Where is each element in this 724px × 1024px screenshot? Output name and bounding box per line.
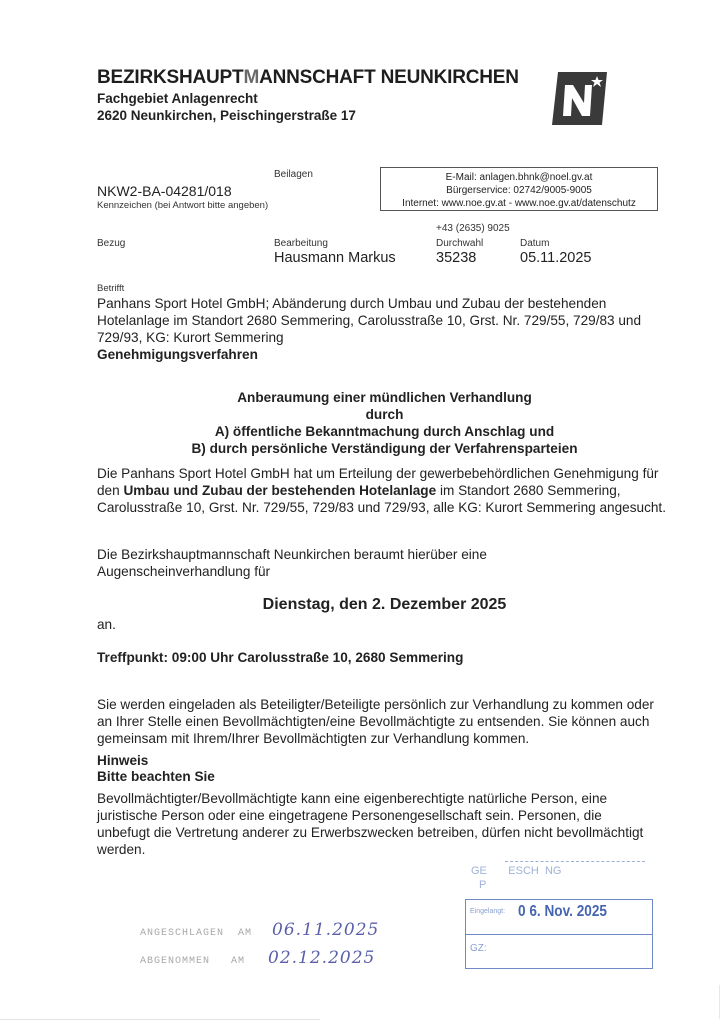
file-number: NKW2-BA-04281/018: [97, 183, 232, 199]
representative-paragraph: Bevollmächtigter/Bevollmächtigte kann eine eigenberechtigte natürliche Person, eine juristische Person oder eine eingetragene Personengesellschaft sein. Personen, die unbefugt die Vertretung anderer zu Erwerbszwecken betreiben, dürfen nicht bevollmächtigt werden.: [97, 791, 644, 857]
receipt-stamp: [465, 857, 655, 969]
bezug-label: Bezug: [97, 238, 126, 249]
durchwahl-value: 35238: [436, 250, 477, 266]
authority-title-part1: BEZIRKSHAUPT: [97, 67, 244, 88]
contact-internet: Internet: www.noe.gv.at - www.noe.gv.at/datenschutz: [402, 198, 636, 209]
application-text-start: Die Panhans Sport Hotel GmbH hat um Erteilung der gewerbebehördlichen Genehmigung für den: [97, 466, 659, 498]
stamp-faint-p: P: [479, 879, 487, 891]
application-text-end: im Standort 2680 Semmering, Carolusstraße 10, Grst. Nr. 729/55, 729/83 und 729/93, alle KG: Kurort Semmering angesucht.: [97, 483, 666, 515]
page-edge-bottom: [0, 1019, 320, 1020]
hearing-date: Dienstag, den 2. Dezember 2025: [262, 596, 507, 613]
posted-date: 06.11.2025: [272, 920, 380, 940]
removed-date: 02.12.2025: [268, 948, 376, 968]
received-label: Eingelangt:: [470, 908, 506, 915]
subject-text: [97, 295, 677, 363]
application-project: Umbau und Zubau der bestehenden Hotelanlage: [123, 483, 437, 498]
page-edge-right: [719, 985, 720, 1019]
contact-email: E-Mail: anlagen.bhnk@noel.gv.at: [445, 172, 593, 183]
authority-title-gray-letter: M: [243, 67, 260, 88]
an-text: an.: [97, 617, 116, 632]
subject-line: 729/93, KG: Kurort Semmering: [97, 330, 284, 345]
application-paragraph: [97, 465, 672, 516]
datum-label: Datum: [520, 238, 550, 249]
scheduling-paragraph: Die Bezirkshauptmannschaft Neunkirchen beraumt hierüber eine Augenscheinverhandlung für: [97, 547, 487, 579]
subject-line: Panhans Sport Hotel GmbH; Abänderung durch Umbau und Zubau der bestehenden: [97, 296, 607, 311]
heading-line: A) öffentliche Bekanntmachung durch Anschlag und: [214, 424, 555, 439]
heading-line: durch: [365, 407, 404, 422]
beilagen-label: Beilagen: [274, 169, 313, 180]
datum-value: 05.11.2025: [520, 250, 592, 266]
posted-label: ANGESCHLAGEN AM: [140, 928, 253, 939]
file-number-hint: Kennzeichen (bei Antwort bitte angeben): [97, 200, 269, 211]
phone-prefix: +43 (2635) 9025: [436, 223, 510, 234]
heading-line: Anberaumung einer mündlichen Verhandlung: [237, 390, 532, 405]
hint-subtitle: Bitte beachten Sie: [97, 769, 215, 784]
subject-label: Betrifft: [97, 283, 125, 294]
heading-line: B) durch persönliche Verständigung der Verfahrensparteien: [191, 441, 578, 456]
procedure-type: Genehmigungsverfahren: [97, 347, 258, 362]
bearbeitung-label: Bearbeitung: [274, 238, 328, 249]
stamp-box: [465, 899, 653, 969]
authority-title-part2: ANNSCHAFT NEUNKIRCHEN: [259, 67, 519, 88]
bearbeitung-value: Hausmann Markus: [274, 250, 396, 266]
contact-box: [380, 167, 658, 211]
authority-title: [97, 67, 519, 89]
document-heading: [97, 389, 672, 457]
contact-service: Bürgerservice: 02742/9005-9005: [446, 185, 592, 196]
department: Fachgebiet Anlagenrecht: [97, 91, 258, 106]
stamp-separator: [466, 934, 652, 935]
meeting-point: Treffpunkt: 09:00 Uhr Carolusstraße 10, 2680 Semmering: [97, 650, 464, 665]
noe-logo-icon: [552, 70, 608, 126]
stamp-divider: [505, 861, 645, 862]
durchwahl-label: Durchwahl: [436, 238, 484, 249]
invitation-paragraph: Sie werden eingeladen als Beteiligter/Beteiligte persönlich zur Verhandlung zu kommen oder an Ihrer Stelle einen Bevollmächtigten/eine Bevollmächtigte zu entsenden. Sie können auch gemeinsam mit Ihrem/Ihrer Bevollmächtigten zur Verhandlung kommen.: [97, 697, 654, 746]
authority-address: 2620 Neunkirchen, Peischingerstraße 17: [97, 108, 356, 123]
subject-line: Hotelanlage im Standort 2680 Semmering, Carolusstraße 10, Grst. Nr. 729/55, 729/83 und: [97, 313, 642, 328]
removed-label: ABGENOMMEN AM: [140, 956, 246, 967]
received-date: 0 6. Nov. 2025: [518, 903, 607, 920]
hint-title: Hinweis: [97, 753, 149, 768]
stamp-faint-header: GE ESCH NG: [471, 865, 562, 877]
gz-label: GZ:: [470, 943, 487, 954]
